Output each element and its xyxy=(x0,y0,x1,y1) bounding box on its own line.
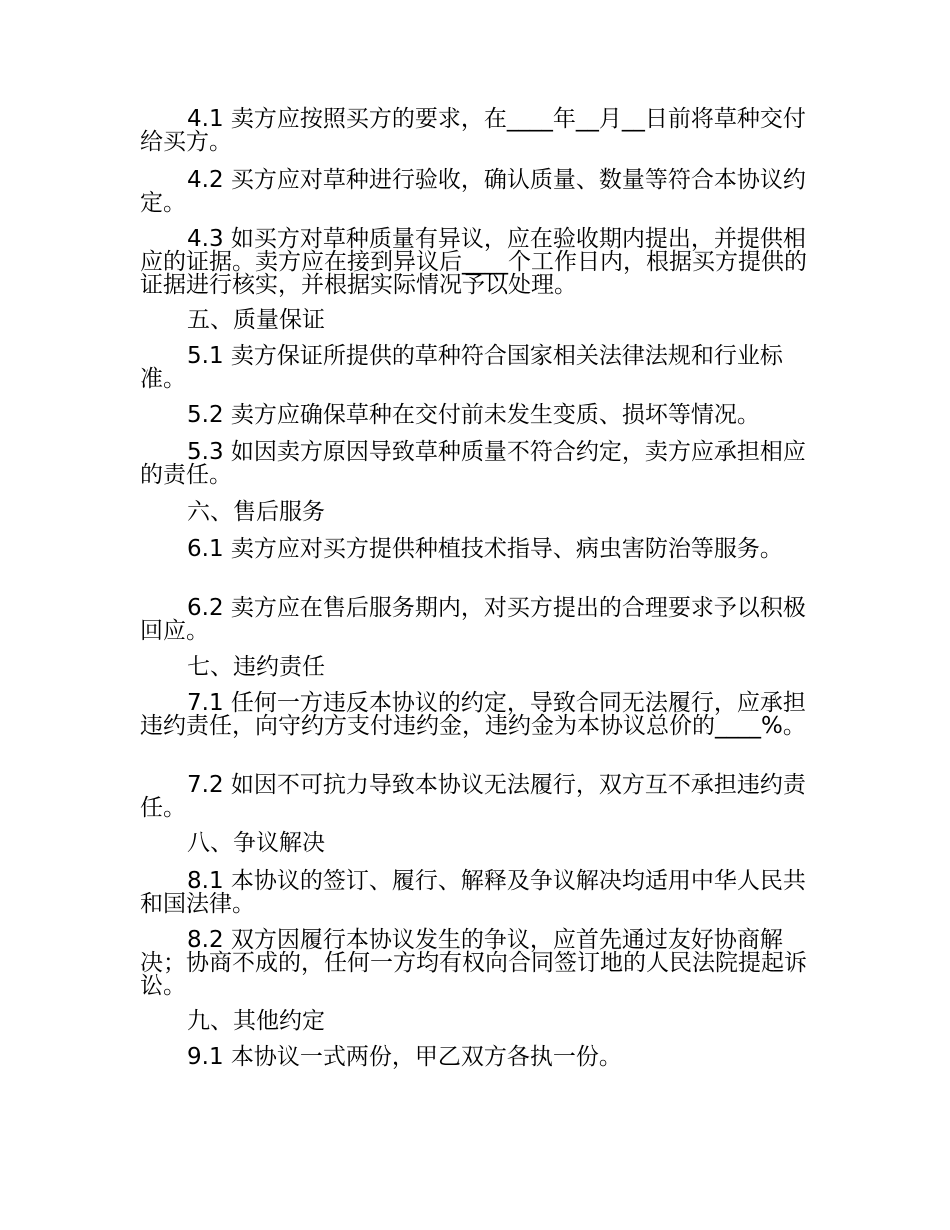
section-heading-quality: 五、质量保证 xyxy=(187,307,325,333)
section-heading-dispute: 八、争议解决 xyxy=(187,830,325,856)
section-heading-liability: 七、违约责任 xyxy=(187,654,325,680)
paragraph-6-2: 6.2 卖方应在售后服务期内，对买方提出的合理要求予以积极回应。 xyxy=(140,595,806,644)
paragraph-7-2: 7.2 如因不可抗力导致本协议无法履行，双方互不承担违约责任。 xyxy=(140,772,806,821)
section-heading-after-sales: 六、售后服务 xyxy=(187,499,325,525)
paragraph-8-1: 8.1 本协议的签订、履行、解释及争议解决均适用中华人民共和国法律。 xyxy=(140,868,806,917)
paragraph-4-3: 4.3 如买方对草种质量有异议，应在验收期内提出，并提供相应的证据。卖方应在接到异议后____个工作日内，根据买方提供的证据进行核实，并根据实际情况予以处理。 xyxy=(140,226,807,298)
section-heading-other: 九、其他约定 xyxy=(187,1008,325,1034)
paragraph-9-1: 9.1 本协议一式两份，甲乙双方各执一份。 xyxy=(187,1044,622,1070)
paragraph-8-2: 8.2 双方因履行本协议发生的争议，应首先通过友好协商解决；协商不成的，任何一方均有权向合同签订地的人民法院提起诉讼。 xyxy=(140,927,807,999)
paragraph-5-3: 5.3 如因卖方原因导致草种质量不符合约定，卖方应承担相应的责任。 xyxy=(140,439,806,488)
paragraph-4-1: 4.1 卖方应按照买方的要求，在____年__月__日前将草种交付给买方。 xyxy=(140,106,806,155)
paragraph-4-2: 4.2 买方应对草种进行验收，确认质量、数量等符合本协议约定。 xyxy=(140,167,806,216)
paragraph-5-1: 5.1 卖方保证所提供的草种符合国家相关法律法规和行业标准。 xyxy=(140,343,783,392)
paragraph-5-2: 5.2 卖方应确保草种在交付前未发生变质、损坏等情况。 xyxy=(187,402,760,428)
paragraph-6-1: 6.1 卖方应对买方提供种植技术指导、病虫害防治等服务。 xyxy=(187,536,783,562)
paragraph-7-1: 7.1 任何一方违反本协议的约定，导致合同无法履行，应承担违约责任，向守约方支付违约金，违约金为本协议总价的____%。 xyxy=(140,690,806,739)
